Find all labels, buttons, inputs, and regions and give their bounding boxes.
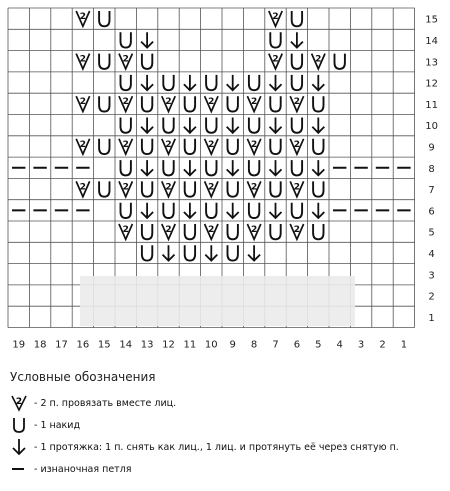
svg-text:2: 2 xyxy=(122,139,129,150)
yo-symbol xyxy=(185,96,195,111)
svg-text:2: 2 xyxy=(122,225,129,235)
skp-symbol xyxy=(227,160,239,175)
yo-symbol xyxy=(270,181,280,196)
yo-symbol xyxy=(249,118,259,133)
skp-symbol xyxy=(270,203,282,218)
k2tog-symbol xyxy=(290,96,303,111)
column-label: 9 xyxy=(229,339,236,351)
yo-symbol xyxy=(313,181,323,196)
yo-symbol xyxy=(292,160,302,175)
legend-title: Условные обозначения xyxy=(10,370,156,384)
column-label: 13 xyxy=(140,339,154,351)
k2tog-symbol xyxy=(119,96,132,111)
k2tog-symbol xyxy=(76,96,89,111)
svg-text:2: 2 xyxy=(79,97,87,108)
svg-text:2: 2 xyxy=(122,54,129,65)
yo-symbol xyxy=(99,11,109,26)
yo-symbol xyxy=(142,96,152,111)
yo-symbol xyxy=(121,160,131,175)
k2tog-symbol xyxy=(76,11,89,26)
row-label: 15 xyxy=(425,14,438,26)
svg-text:2: 2 xyxy=(79,139,87,150)
skp-symbol xyxy=(312,160,324,175)
column-label: 17 xyxy=(55,339,68,351)
svg-text:2: 2 xyxy=(79,54,87,65)
svg-text:2: 2 xyxy=(293,139,301,150)
skp-symbol xyxy=(227,75,239,90)
column-label: 7 xyxy=(272,339,279,351)
yo-symbol xyxy=(270,224,280,239)
skp-symbol xyxy=(312,203,324,218)
yo-symbol xyxy=(142,139,152,154)
svg-text:2: 2 xyxy=(250,225,258,235)
k2tog-symbol xyxy=(247,96,260,111)
column-label: 18 xyxy=(33,339,47,351)
yo-symbol xyxy=(249,75,259,90)
yo-symbol xyxy=(185,224,195,239)
row-label: 2 xyxy=(428,291,435,303)
yo-symbol xyxy=(206,118,216,133)
yo-symbol xyxy=(292,54,302,69)
skp-symbol xyxy=(248,245,260,260)
yo-symbol xyxy=(292,118,302,133)
k2tog-symbol xyxy=(290,139,303,154)
yo-symbol xyxy=(185,245,195,260)
k2tog-symbol xyxy=(247,224,260,239)
yo-symbol xyxy=(313,139,323,154)
legend-text-k2tog: - 2 п. провязать вместе лиц. xyxy=(34,397,177,409)
svg-text:2: 2 xyxy=(293,97,301,108)
row-label: 11 xyxy=(425,99,438,111)
k2tog-symbol xyxy=(162,139,175,154)
skp-symbol xyxy=(291,32,303,47)
yo-symbol xyxy=(142,224,152,239)
k2tog-symbol xyxy=(119,181,132,196)
column-label: 11 xyxy=(183,339,197,351)
svg-text:2: 2 xyxy=(122,97,129,108)
svg-text:2: 2 xyxy=(272,54,279,65)
skp-symbol xyxy=(141,203,153,218)
k2tog-symbol xyxy=(205,181,218,196)
row-label: 14 xyxy=(425,35,438,47)
yo-symbol xyxy=(142,245,152,260)
row-label: 1 xyxy=(428,312,435,324)
yo-symbol xyxy=(99,54,109,69)
k2tog-symbol xyxy=(290,181,303,196)
svg-text:2: 2 xyxy=(122,182,129,193)
skp-symbol xyxy=(141,75,153,90)
yo-symbol xyxy=(163,160,173,175)
skp-symbol xyxy=(184,75,196,90)
row-label: 7 xyxy=(428,185,435,197)
svg-text:2: 2 xyxy=(250,182,258,193)
blurred-area xyxy=(80,276,355,326)
column-label: 14 xyxy=(119,339,133,351)
legend-text-purl: - изнаночная петля xyxy=(34,463,132,475)
column-label: 16 xyxy=(76,339,90,351)
yo-symbol xyxy=(228,96,238,111)
skp-symbol xyxy=(141,32,153,47)
skp-symbol xyxy=(227,203,239,218)
row-label: 4 xyxy=(428,248,435,260)
svg-text:2: 2 xyxy=(165,225,172,235)
k2tog-symbol xyxy=(162,96,175,111)
yo-symbol xyxy=(292,11,302,26)
legend-item-purl xyxy=(8,459,132,479)
row-label: 9 xyxy=(428,142,435,154)
column-label: 1 xyxy=(400,339,408,351)
svg-text:2: 2 xyxy=(79,182,87,193)
yo-symbol xyxy=(228,224,238,239)
k2tog-symbol xyxy=(205,139,218,154)
yo-symbol xyxy=(99,139,109,154)
row-label: 10 xyxy=(425,121,438,133)
k2tog-symbol xyxy=(269,54,282,69)
column-label: 19 xyxy=(12,339,26,351)
legend-item-skp xyxy=(8,437,399,457)
k2tog-symbol xyxy=(76,54,89,69)
column-label: 15 xyxy=(97,339,111,351)
yo-symbol xyxy=(99,181,109,196)
svg-text:2: 2 xyxy=(208,182,215,193)
skp-symbol xyxy=(184,160,196,175)
row-label: 8 xyxy=(428,163,435,175)
svg-text:2: 2 xyxy=(208,139,215,150)
k2tog-symbol xyxy=(162,181,175,196)
svg-text:2: 2 xyxy=(293,182,301,193)
yo-symbol xyxy=(335,54,345,69)
svg-text:2: 2 xyxy=(165,139,172,150)
skp-symbol xyxy=(141,160,153,175)
yo-symbol xyxy=(206,203,216,218)
column-label: 3 xyxy=(357,339,365,351)
yo-symbol xyxy=(228,139,238,154)
k2tog-symbol xyxy=(162,224,175,239)
yo-symbol xyxy=(292,75,302,90)
svg-text:2: 2 xyxy=(15,397,23,407)
column-label: 12 xyxy=(162,339,175,351)
legend xyxy=(8,370,448,475)
svg-text:2: 2 xyxy=(293,225,301,235)
skp-symbol xyxy=(312,75,324,90)
yo-symbol xyxy=(185,181,195,196)
yo-symbol xyxy=(163,203,173,218)
svg-text:2: 2 xyxy=(79,12,87,22)
k2tog-symbol xyxy=(269,11,282,26)
yo-symbol xyxy=(121,118,131,133)
skp-symbol xyxy=(312,118,324,133)
svg-text:2: 2 xyxy=(208,225,215,235)
legend-item-yo xyxy=(8,415,80,435)
svg-text:2: 2 xyxy=(315,54,322,65)
k2tog-symbol xyxy=(119,139,132,154)
k2tog-symbol xyxy=(205,96,218,111)
yo-symbol xyxy=(185,139,195,154)
yo-symbol xyxy=(121,203,131,218)
yo-symbol xyxy=(292,203,302,218)
column-label: 8 xyxy=(250,339,258,351)
yo-symbol xyxy=(313,96,323,111)
k2tog-symbol xyxy=(76,181,89,196)
yo-symbol xyxy=(249,203,259,218)
legend-item-k2tog xyxy=(8,393,176,413)
yo-symbol xyxy=(206,160,216,175)
column-label: 4 xyxy=(336,339,343,351)
row-label: 5 xyxy=(428,227,435,239)
svg-text:2: 2 xyxy=(250,139,258,150)
arrow-down-icon xyxy=(8,437,30,457)
yo-symbol xyxy=(228,181,238,196)
svg-text:2: 2 xyxy=(208,97,215,108)
yo-symbol xyxy=(206,75,216,90)
k2tog-icon xyxy=(8,393,30,413)
k2tog-symbol xyxy=(312,54,325,69)
svg-text:2: 2 xyxy=(165,182,172,193)
skp-symbol xyxy=(270,75,282,90)
yo-symbol xyxy=(163,118,173,133)
row-label: 12 xyxy=(425,78,438,90)
column-label: 5 xyxy=(315,339,322,351)
row-label: 13 xyxy=(425,57,438,69)
yo-symbol xyxy=(142,54,152,69)
column-label: 6 xyxy=(293,339,301,351)
dash-icon xyxy=(8,459,30,479)
yo-icon xyxy=(8,415,30,435)
row-labels xyxy=(425,15,438,324)
k2tog-symbol xyxy=(290,224,303,239)
legend-text-yo: - 1 накид xyxy=(34,419,81,431)
row-label: 3 xyxy=(428,270,435,282)
k2tog-symbol xyxy=(119,224,132,239)
k2tog-symbol xyxy=(247,139,260,154)
svg-text:2: 2 xyxy=(250,97,258,108)
skp-symbol xyxy=(141,118,153,133)
k2tog-symbol xyxy=(76,139,89,154)
column-label: 2 xyxy=(379,339,386,351)
k2tog-symbol xyxy=(119,54,132,69)
yo-symbol xyxy=(270,32,280,47)
yo-symbol xyxy=(270,139,280,154)
yo-symbol xyxy=(270,96,280,111)
yo-symbol xyxy=(163,75,173,90)
skp-symbol xyxy=(270,118,282,133)
k2tog-symbol xyxy=(247,181,260,196)
yo-symbol xyxy=(313,224,323,239)
skp-symbol xyxy=(163,245,175,260)
legend-text-skp: - 1 протяжка: 1 п. снять как лиц., 1 лиц. и протянуть её через снятую п. xyxy=(34,441,399,453)
yo-symbol xyxy=(249,160,259,175)
k2tog-symbol xyxy=(205,224,218,239)
svg-text:2: 2 xyxy=(165,97,172,108)
skp-symbol xyxy=(205,245,217,260)
skp-symbol xyxy=(227,118,239,133)
svg-text:2: 2 xyxy=(272,12,279,22)
yo-symbol xyxy=(121,75,131,90)
row-label: 6 xyxy=(428,206,435,218)
column-labels xyxy=(12,340,407,351)
yo-symbol xyxy=(228,245,238,260)
yo-symbol xyxy=(121,32,131,47)
yo-symbol xyxy=(142,181,152,196)
skp-symbol xyxy=(184,118,196,133)
skp-symbol xyxy=(184,203,196,218)
column-label: 10 xyxy=(204,339,218,351)
yo-symbol xyxy=(99,96,109,111)
skp-symbol xyxy=(270,160,282,175)
